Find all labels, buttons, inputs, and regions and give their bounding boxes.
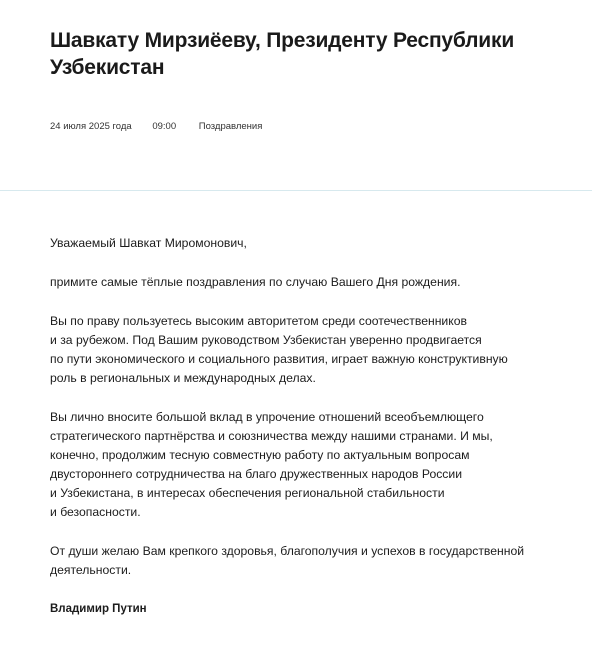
letter-paragraph-3 [50, 408, 550, 522]
article-meta [50, 121, 262, 133]
paragraph-3-line-2: стратегического партнёрства и союзничества между нашими странами. И мы, [50, 429, 493, 443]
letter-paragraph-4 [50, 542, 550, 580]
paragraph-3-line-1: Вы лично вносите большой вклад в упрочение отношений всеобъемлющего [50, 410, 484, 424]
paragraph-4-line-2: деятельности. [50, 563, 132, 577]
paragraph-1-line-1: примите самые тёплые поздравления по случаю Вашего Дня рождения. [50, 275, 461, 289]
page-title-line-1: Шавкату Мирзиёеву, Президенту Республики [50, 29, 515, 52]
signature-name: Владимир Путин [50, 603, 147, 615]
publication-date: 24 июля 2025 года [50, 121, 132, 132]
paragraph-2-line-4: роль в региональных и международных делах. [50, 371, 316, 385]
paragraph-2-line-3: по пути экономического и социального развития, играет важную конструктивную [50, 352, 508, 366]
letter-salutation [50, 234, 550, 253]
letter-signature [50, 600, 550, 619]
paragraph-3-line-4: двустороннего сотрудничества на благо дружественных народов России [50, 467, 463, 481]
page-title [50, 27, 550, 81]
letter-paragraph-2 [50, 312, 550, 388]
publication-time: 09:00 [152, 121, 177, 132]
letter-body [50, 234, 550, 639]
letter-paragraph-1 [50, 273, 550, 292]
article-header [0, 0, 592, 190]
salutation-line: Уважаемый Шавкат Миромонович, [50, 236, 247, 250]
paragraph-3-line-3: конечно, продолжим тесную совместную работу по актуальным вопросам [50, 448, 470, 462]
paragraph-2-line-2: и за рубежом. Под Вашим руководством Узбекистан уверенно продвигается [50, 333, 482, 347]
paragraph-3-line-5: и Узбекистана, в интересах обеспечения региональной стабильности [50, 486, 445, 500]
category-link[interactable]: Поздравления [198, 121, 263, 132]
header-divider [0, 190, 592, 191]
paragraph-2-line-1: Вы по праву пользуетесь высоким авторитетом среди соотечественников [50, 314, 467, 328]
paragraph-3-line-6: и безопасности. [50, 505, 141, 519]
paragraph-4-line-1: От души желаю Вам крепкого здоровья, благополучия и успехов в государственной [50, 544, 525, 558]
page-title-line-2: Узбекистан [50, 56, 165, 79]
